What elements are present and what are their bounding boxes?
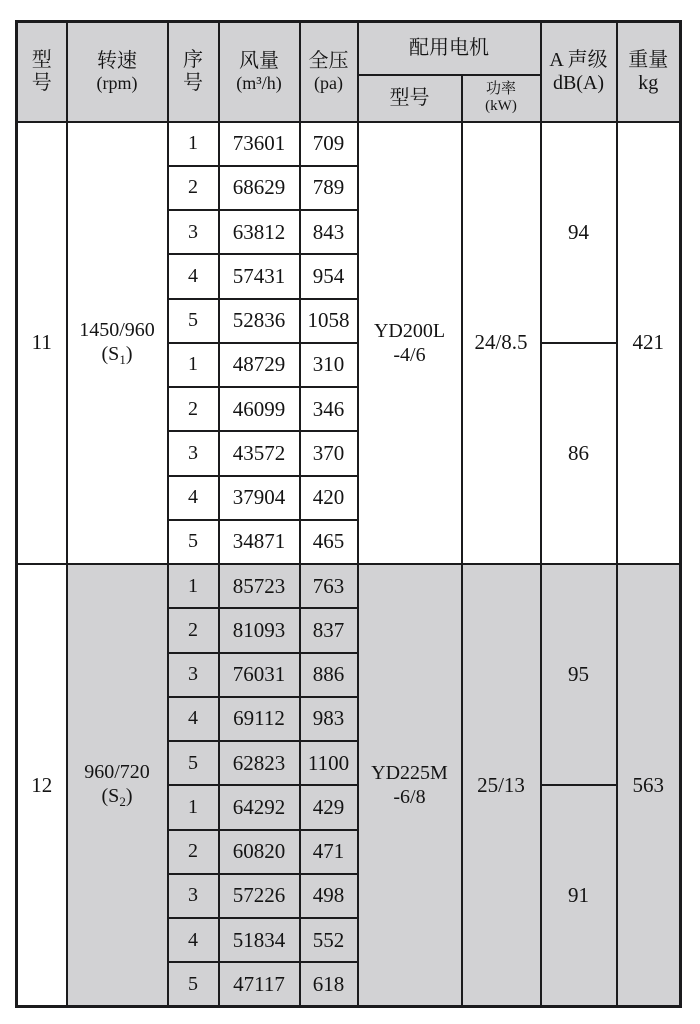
speed-suffix: ) [125, 342, 133, 365]
seq-cell: 3 [168, 210, 219, 254]
motor-model-cell [358, 122, 462, 565]
airflow-cell: 43572 [219, 431, 300, 475]
airflow-cell: 51834 [219, 918, 300, 962]
airflow-cell: 81093 [219, 608, 300, 652]
seq-cell: 2 [168, 387, 219, 431]
pressure-cell: 837 [300, 608, 358, 652]
header-model-label: 型号 [31, 48, 52, 94]
pressure-cell: 370 [300, 431, 358, 475]
airflow-cell: 57431 [219, 254, 300, 298]
pressure-cell: 954 [300, 254, 358, 298]
motor-model-line1: YD225M [371, 762, 448, 784]
airflow-cell: 69112 [219, 697, 300, 741]
motor-model-line2: -6/8 [393, 786, 426, 808]
seq-cell: 1 [168, 785, 219, 829]
pressure-cell: 1100 [300, 741, 358, 785]
table-row [17, 564, 681, 608]
header-seq [168, 22, 219, 122]
speed-line1: 1450/960 [79, 318, 155, 341]
speed-line2 [68, 784, 167, 810]
seq-cell: 5 [168, 520, 219, 564]
noise-cell-top: 95 [541, 564, 617, 785]
pressure-cell: 471 [300, 830, 358, 874]
header-airflow: 风量 (m³/h) [219, 22, 300, 122]
airflow-cell: 76031 [219, 653, 300, 697]
seq-cell: 5 [168, 741, 219, 785]
speed-cell [67, 564, 168, 1007]
pressure-cell: 983 [300, 697, 358, 741]
airflow-cell: 64292 [219, 785, 300, 829]
header-motor-group: 配用电机 [358, 22, 541, 75]
speed-prefix: (S [101, 785, 120, 808]
table-header [17, 22, 681, 122]
pressure-cell: 420 [300, 476, 358, 520]
airflow-cell: 73601 [219, 122, 300, 166]
speed-suffix: ) [125, 785, 133, 808]
pressure-cell: 1058 [300, 299, 358, 343]
header-motor-model: 型号 [358, 75, 462, 122]
header-weight: 重量 kg [617, 22, 681, 122]
table-body [17, 122, 681, 1007]
fan-spec-table [15, 20, 682, 1008]
motor-model-cell [358, 564, 462, 1007]
pressure-cell: 429 [300, 785, 358, 829]
model-cell: 11 [17, 122, 67, 565]
power-cell: 25/13 [462, 564, 541, 1007]
header-noise: A 声级 dB(A) [541, 22, 617, 122]
seq-cell: 1 [168, 343, 219, 387]
airflow-cell: 60820 [219, 830, 300, 874]
airflow-cell: 48729 [219, 343, 300, 387]
pressure-cell: 498 [300, 874, 358, 918]
pressure-cell: 552 [300, 918, 358, 962]
pressure-cell: 709 [300, 122, 358, 166]
pressure-cell: 789 [300, 166, 358, 210]
airflow-cell: 85723 [219, 564, 300, 608]
seq-cell: 2 [168, 166, 219, 210]
pressure-cell: 465 [300, 520, 358, 564]
pressure-cell: 310 [300, 343, 358, 387]
pressure-cell: 763 [300, 564, 358, 608]
speed-subscript: 2 [119, 794, 126, 810]
noise-cell-bottom: 91 [541, 785, 617, 1006]
motor-model-line1: YD200L [373, 319, 446, 342]
seq-cell: 1 [168, 122, 219, 166]
seq-cell: 4 [168, 476, 219, 520]
noise-cell-bottom: 86 [541, 343, 617, 564]
header-seq-label: 序号 [183, 48, 203, 94]
seq-cell: 4 [168, 697, 219, 741]
power-cell: 24/8.5 [462, 122, 541, 565]
airflow-cell: 37904 [219, 476, 300, 520]
airflow-cell: 47117 [219, 962, 300, 1006]
airflow-cell: 68629 [219, 166, 300, 210]
speed-line1: 960/720 [84, 761, 150, 784]
airflow-cell: 34871 [219, 520, 300, 564]
speed-line2 [68, 342, 167, 368]
weight-cell: 563 [617, 564, 681, 1007]
seq-cell: 4 [168, 918, 219, 962]
weight-cell: 421 [617, 122, 681, 565]
header-power: 功率 (kW) [462, 75, 541, 122]
seq-cell: 1 [168, 564, 219, 608]
seq-cell: 4 [168, 254, 219, 298]
airflow-cell: 46099 [219, 387, 300, 431]
seq-cell: 3 [168, 431, 219, 475]
seq-cell: 3 [168, 653, 219, 697]
seq-cell: 2 [168, 608, 219, 652]
seq-cell: 5 [168, 962, 219, 1006]
airflow-cell: 62823 [219, 741, 300, 785]
seq-cell: 3 [168, 874, 219, 918]
pressure-cell: 618 [300, 962, 358, 1006]
seq-cell: 5 [168, 299, 219, 343]
motor-model-line2: -4/6 [393, 343, 426, 366]
header-speed: 转速 (rpm) [67, 22, 168, 122]
seq-cell: 2 [168, 830, 219, 874]
airflow-cell: 63812 [219, 210, 300, 254]
airflow-cell: 57226 [219, 874, 300, 918]
pressure-cell: 346 [300, 387, 358, 431]
airflow-cell: 52836 [219, 299, 300, 343]
pressure-cell: 886 [300, 653, 358, 697]
model-cell: 12 [17, 564, 67, 1007]
pressure-cell: 843 [300, 210, 358, 254]
speed-prefix: (S [101, 342, 120, 365]
noise-cell-top: 94 [541, 122, 617, 343]
table-row [17, 122, 681, 166]
header-pressure: 全压 (pa) [300, 22, 358, 122]
speed-subscript: 1 [119, 351, 126, 367]
header-model [17, 22, 67, 122]
speed-cell [67, 122, 168, 565]
